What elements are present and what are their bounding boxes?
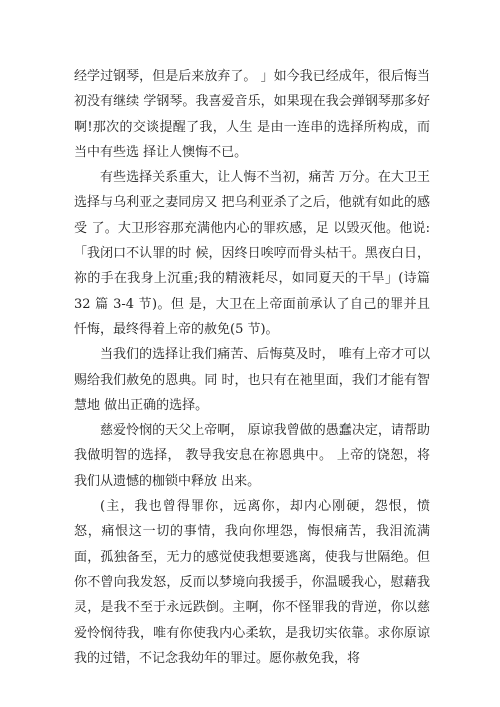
paragraph-4: 慈爱怜悯的天父上帝啊， 原谅我曾做的愚蠢决定，请帮助我做明智的选择， 教导我安息在祢恩典中。 上帝的饶恕，将我们从遗憾的枷锁中释放 出来。 <box>74 423 430 489</box>
paragraph-3: 当我们的选择让我们痛苦、后悔莫及时， 唯有上帝才可以赐给我们赦免的恩典。同 时，也只有在祂里面，我们才能有智慧地 做出正确的选择。 <box>74 347 430 413</box>
paragraph-5: (主，我也曾得罪你，远离你，却内心刚硬，怨恨，愤怒，痛恨这一切的事情，我向你埋怨，悔恨痛苦，我泪流满面，孤独备至，无力的感觉使我想要逃离，使我与世隔绝。但你不曾向我发怒，反而以梦境向我援手，你温暖我心，慰藉我灵，是我不至于永远跌倒。主啊，你不怪罪我的背逆，你以慈爱怜悯待我，唯有你使我内心柔软，是我切实依靠。求你原谅我的过错，不记念我幼年的罪过。愿你赦免我，将 <box>74 499 430 666</box>
paragraph-1: 经学过钢琴，但是后来放弃了。 」如今我已经成年，很后悔当初没有继续 学钢琴。我喜爱音乐，如果现在我会弹钢琴那多好啊!那次的交谈提醒了我，人生 是由一连串的选择所构成，而当中有些选 择让人懊悔不已。 <box>74 69 430 160</box>
paragraph-2: 有些选择关系重大，让人悔不当初，痛苦 万分。在大卫王选择与乌利亚之妻同房又 把乌利亚杀了之后，他就有如此的感受 了。大卫形容那充满他内心的罪疚感，足 以毁灭他。他说:「我闭口不认罪的时 候，因终日唉哼而骨头枯干。黑夜白日， 祢的手在我身上沉重;我的精液耗尽，如同夏天的干旱」(诗篇 32 篇 3-4 节)。但 是，大卫在上帝面前承认了自己的罪并且 忏悔，最终得着上帝的赦免(5 节)。 <box>74 170 430 337</box>
document-body <box>74 64 430 671</box>
